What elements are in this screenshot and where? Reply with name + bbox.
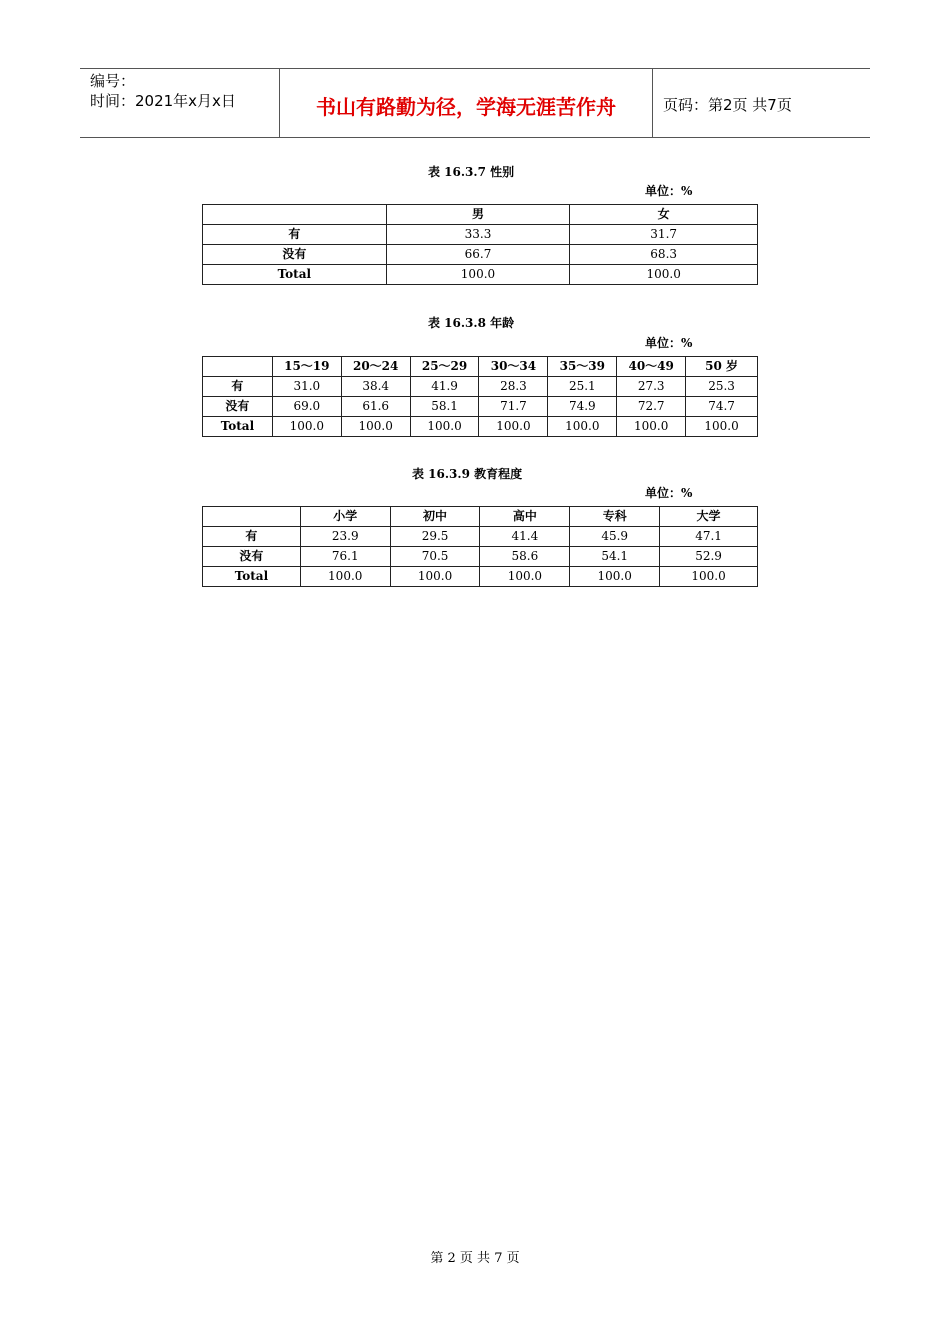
page-footer: 第 2 页 共 7 页 <box>430 1251 520 1266</box>
column-header: 大学 <box>660 507 758 527</box>
column-header: 小学 <box>300 507 390 527</box>
table-gender <box>202 204 758 285</box>
row-header: 有 <box>203 225 387 245</box>
table-cell: 100.0 <box>386 265 570 285</box>
column-header: 男 <box>386 205 570 225</box>
column-header: 20～24 <box>341 357 410 377</box>
table-cell: 23.9 <box>300 527 390 547</box>
table-cell: 38.4 <box>341 377 410 397</box>
table-cell: 74.9 <box>548 397 617 417</box>
table-cell: 41.9 <box>410 377 479 397</box>
table-cell: 100.0 <box>341 417 410 437</box>
column-header: 50 岁 <box>686 357 758 377</box>
table-cell: 29.5 <box>390 527 480 547</box>
table-cell: 100.0 <box>300 567 390 587</box>
table-cell: 66.7 <box>386 245 570 265</box>
table-cell: 70.5 <box>390 547 480 567</box>
column-header: 专科 <box>570 507 660 527</box>
header-page-info: 页码：第2页 共7页 <box>663 95 792 114</box>
table-cell: 41.4 <box>480 527 570 547</box>
table-row <box>203 265 758 285</box>
table-cell: 27.3 <box>617 377 686 397</box>
row-header: Total <box>203 265 387 285</box>
column-header <box>203 205 387 225</box>
table-unit-education: 单位：% <box>645 486 693 500</box>
column-header: 25～29 <box>410 357 479 377</box>
table-cell: 31.7 <box>570 225 758 245</box>
table-header-row <box>203 205 758 225</box>
table-cell: 54.1 <box>570 547 660 567</box>
table-title-gender: 表 16.3.7 性别 <box>428 165 515 179</box>
column-header: 35～39 <box>548 357 617 377</box>
row-header: Total <box>203 567 301 587</box>
table-row <box>203 377 758 397</box>
column-header: 30～34 <box>479 357 548 377</box>
row-header: Total <box>203 417 273 437</box>
table-cell: 25.3 <box>686 377 758 397</box>
header-meta <box>80 69 280 137</box>
table-cell: 68.3 <box>570 245 758 265</box>
table-cell: 100.0 <box>617 417 686 437</box>
table-education <box>202 506 758 587</box>
row-header: 有 <box>203 527 301 547</box>
table-row <box>203 567 758 587</box>
table-cell: 100.0 <box>548 417 617 437</box>
table-cell: 71.7 <box>479 397 548 417</box>
table-cell: 52.9 <box>660 547 758 567</box>
document-time-label: 时间：2021年x月x日 <box>90 92 236 110</box>
table-cell: 61.6 <box>341 397 410 417</box>
table-cell: 100.0 <box>272 417 341 437</box>
table-cell: 58.6 <box>480 547 570 567</box>
table-cell: 76.1 <box>300 547 390 567</box>
table-cell: 100.0 <box>570 567 660 587</box>
table-cell: 100.0 <box>660 567 758 587</box>
table-cell: 45.9 <box>570 527 660 547</box>
column-header: 15～19 <box>272 357 341 377</box>
table-cell: 31.0 <box>272 377 341 397</box>
table-cell: 100.0 <box>480 567 570 587</box>
table-cell: 100.0 <box>390 567 480 587</box>
table-cell: 100.0 <box>410 417 479 437</box>
table-title-education: 表 16.3.9 教育程度 <box>412 467 523 481</box>
table-title-age: 表 16.3.8 年龄 <box>428 316 515 330</box>
table-age <box>202 356 758 437</box>
table-cell: 58.1 <box>410 397 479 417</box>
column-header: 40～49 <box>617 357 686 377</box>
column-header: 女 <box>570 205 758 225</box>
row-header: 有 <box>203 377 273 397</box>
table-cell: 33.3 <box>386 225 570 245</box>
table-cell: 25.1 <box>548 377 617 397</box>
column-header: 初中 <box>390 507 480 527</box>
row-header: 没有 <box>203 245 387 265</box>
table-header-row <box>203 507 758 527</box>
header-motto: 书山有路勤为径，学海无涯苦作舟 <box>280 69 653 137</box>
table-row <box>203 527 758 547</box>
table-row <box>203 225 758 245</box>
table-cell: 100.0 <box>686 417 758 437</box>
table-cell: 28.3 <box>479 377 548 397</box>
table-row <box>203 245 758 265</box>
table-unit-age: 单位：% <box>645 336 693 350</box>
table-unit-gender: 单位：% <box>645 184 693 198</box>
table-header-row <box>203 357 758 377</box>
column-header <box>203 507 301 527</box>
document-number-label: 编号： <box>90 72 136 90</box>
column-header <box>203 357 273 377</box>
table-cell: 72.7 <box>617 397 686 417</box>
page-header <box>80 68 870 138</box>
table-cell: 47.1 <box>660 527 758 547</box>
table-cell: 100.0 <box>479 417 548 437</box>
row-header: 没有 <box>203 547 301 567</box>
table-row <box>203 417 758 437</box>
table-cell: 74.7 <box>686 397 758 417</box>
table-cell: 69.0 <box>272 397 341 417</box>
table-row <box>203 547 758 567</box>
table-cell: 100.0 <box>570 265 758 285</box>
row-header: 没有 <box>203 397 273 417</box>
table-row <box>203 397 758 417</box>
column-header: 高中 <box>480 507 570 527</box>
